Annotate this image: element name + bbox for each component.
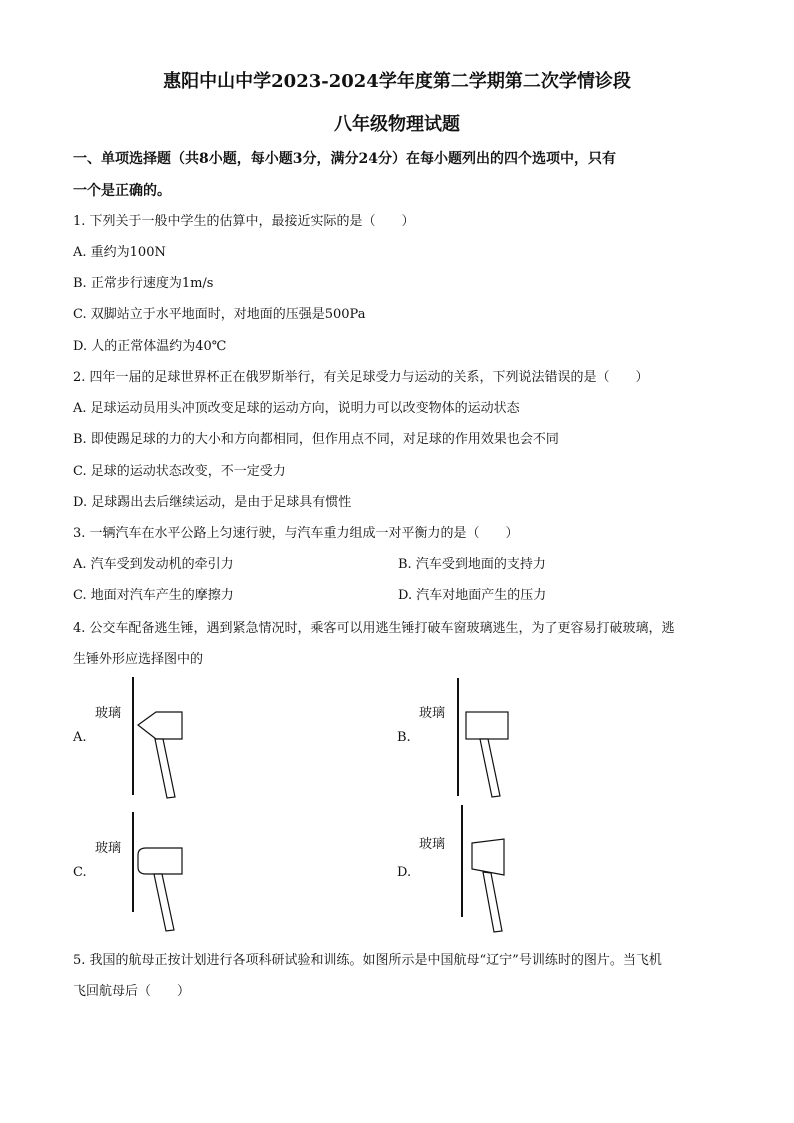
exam-subtitle: 八年级物理试题 <box>334 114 460 135</box>
hammer-wedge-icon <box>450 805 530 935</box>
question-3-option-a: A. 汽车受到发动机的牵引力 <box>73 557 234 572</box>
question-3-option-b: B. 汽车受到地面的支持力 <box>398 557 546 572</box>
hammer-flat-icon <box>450 676 530 806</box>
figure-label-d: D. <box>397 865 412 880</box>
question-1-option-c: C. 双脚站立于水平地面时，对地面的压强是500Pa <box>73 307 366 322</box>
question-3-option-d: D. 汽车对地面产生的压力 <box>398 588 547 603</box>
question-1-option-a: A. 重约为100N <box>73 245 166 260</box>
question-1-stem: 1. 下列关于一般中学生的估算中，最接近实际的是（ ） <box>73 214 415 229</box>
figure-label-a: A. <box>73 730 87 745</box>
exam-title: 惠阳中山中学2023-2024学年度第二学期第二次学情诊段 <box>163 71 631 92</box>
question-3-stem: 3. 一辆汽车在水平公路上匀速行驶，与汽车重力组成一对平衡力的是（ ） <box>73 526 519 541</box>
hammer-rounded-icon <box>120 810 200 940</box>
question-5-stem-cont: 飞回航母后（ ） <box>73 984 191 999</box>
glass-label: 玻璃 <box>95 706 122 721</box>
figure-label-b: B. <box>397 730 411 745</box>
section-heading: 一、单项选择题（共8小题，每小题3分，满分24分）在每小题列出的四个选项中，只有 <box>73 151 616 167</box>
question-2-option-c: C. 足球的运动状态改变，不一定受力 <box>73 464 286 479</box>
question-4-stem: 4. 公交车配备逃生锤，遇到紧急情况时，乘客可以用逃生锤打破车窗玻璃逃生，为了更容易打破玻璃，逃 <box>73 621 675 636</box>
question-3-option-c: C. 地面对汽车产生的摩擦力 <box>73 588 234 603</box>
question-1-option-b: B. 正常步行速度为1m/s <box>73 276 214 291</box>
glass-label: 玻璃 <box>419 706 446 721</box>
question-2-option-d: D. 足球踢出去后继续运动，是由于足球具有惯性 <box>73 495 352 510</box>
section-heading-cont: 一个是正确的。 <box>73 183 171 199</box>
question-2-stem: 2. 四年一届的足球世界杯正在俄罗斯举行，有关足球受力与运动的关系，下列说法错误的是（ ） <box>73 370 649 385</box>
question-2-option-a: A. 足球运动员用头冲顶改变足球的运动方向，说明力可以改变物体的运动状态 <box>73 401 520 416</box>
figure-label-c: C. <box>73 865 87 880</box>
glass-label: 玻璃 <box>419 837 446 852</box>
question-1-option-d: D. 人的正常体温约为40℃ <box>73 339 227 354</box>
hammer-pointed-icon <box>120 675 200 805</box>
glass-label: 玻璃 <box>95 841 122 856</box>
question-4-stem-cont: 生锤外形应选择图中的 <box>73 652 204 667</box>
question-5-stem: 5. 我国的航母正按计划进行各项科研试验和训练。如图所示是中国航母“辽宁”号训练时的图片。当飞机 <box>73 953 662 968</box>
question-2-option-b: B. 即使踢足球的力的大小和方向都相同，但作用点不同，对足球的作用效果也会不同 <box>73 432 559 447</box>
